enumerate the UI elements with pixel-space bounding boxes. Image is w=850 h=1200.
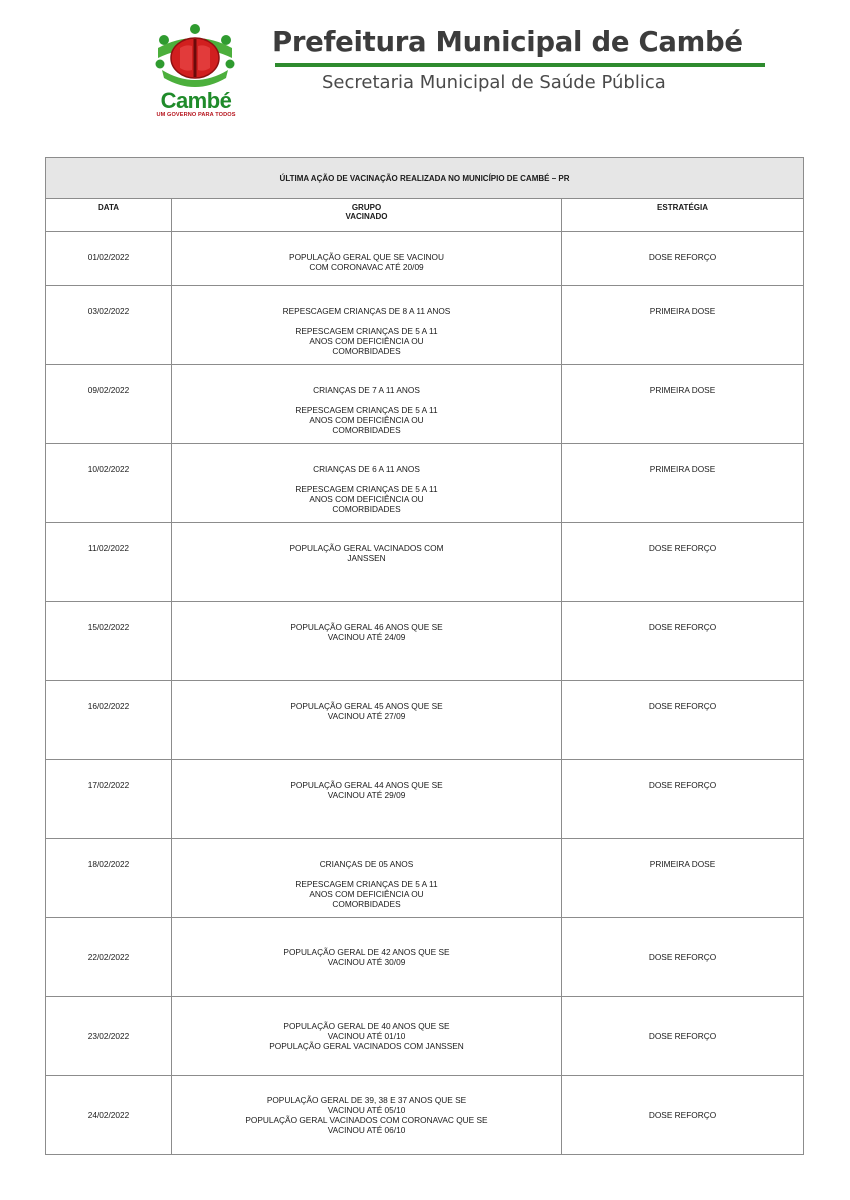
table-row	[46, 997, 804, 1076]
group-cell	[172, 523, 562, 602]
page-header	[0, 0, 850, 130]
table-row	[46, 286, 804, 365]
column-header-group-line2: VACINADO	[345, 212, 388, 221]
column-header-date: DATA	[46, 199, 172, 232]
group-line: POPULAÇÃO GERAL VACINADOS COM JANSSEN	[269, 1041, 464, 1051]
group-line: COM CORONAVAC ATÉ 20/09	[309, 262, 424, 272]
table-row	[46, 681, 804, 760]
group-line: POPULAÇÃO GERAL DE 42 ANOS QUE SE	[283, 947, 450, 957]
group-cell	[172, 286, 562, 365]
group-primary	[172, 859, 561, 869]
group-line: REPESCAGEM CRIANÇAS DE 8 A 11 ANOS	[282, 306, 451, 316]
group-secondary	[172, 484, 561, 514]
group-primary	[172, 622, 561, 642]
table-row	[46, 365, 804, 444]
strategy-cell: DOSE REFORÇO	[562, 760, 804, 839]
group-primary	[172, 1095, 561, 1135]
date-cell: 22/02/2022	[46, 918, 172, 997]
group-line: POPULAÇÃO GERAL VACINADOS COM CORONAVAC QUE SE	[245, 1115, 488, 1125]
table-row	[46, 760, 804, 839]
table-row	[46, 232, 804, 286]
group-line: VACINOU ATÉ 29/09	[327, 790, 406, 800]
date-cell: 11/02/2022	[46, 523, 172, 602]
group-cell	[172, 681, 562, 760]
strategy-cell: PRIMEIRA DOSE	[562, 444, 804, 523]
strategy-cell: PRIMEIRA DOSE	[562, 365, 804, 444]
table-row	[46, 1076, 804, 1155]
group-line: POPULAÇÃO GERAL QUE SE VACINOU	[289, 252, 444, 262]
group-line: COMORBIDADES	[332, 425, 401, 435]
table-caption-row	[46, 158, 804, 199]
strategy-cell: PRIMEIRA DOSE	[562, 286, 804, 365]
group-cell	[172, 918, 562, 997]
group-line: VACINOU ATÉ 27/09	[327, 711, 406, 721]
table-row	[46, 523, 804, 602]
strategy-cell: DOSE REFORÇO	[562, 918, 804, 997]
group-line: COMORBIDADES	[332, 899, 401, 909]
strategy-cell: DOSE REFORÇO	[562, 1076, 804, 1155]
group-secondary	[172, 326, 561, 356]
table-header-row	[46, 199, 804, 232]
group-primary	[172, 464, 561, 474]
group-line: ANOS COM DEFICIÊNCIA OU	[309, 889, 424, 899]
group-line: VACINOU ATÉ 24/09	[327, 632, 406, 642]
group-cell	[172, 839, 562, 918]
group-line: POPULAÇÃO GERAL 44 ANOS QUE SE	[290, 780, 443, 790]
group-line: REPESCAGEM CRIANÇAS DE 5 A 11	[295, 405, 438, 415]
group-cell	[172, 602, 562, 681]
column-header-strategy: ESTRATÉGIA	[562, 199, 804, 232]
group-line: CRIANÇAS DE 05 ANOS	[319, 859, 414, 869]
group-primary	[172, 947, 561, 967]
group-line: CRIANÇAS DE 7 A 11 ANOS	[313, 385, 420, 395]
group-line: COMORBIDADES	[332, 346, 401, 356]
logo-tagline: UM GOVERNO PARA TODOS	[156, 112, 236, 118]
group-line: ANOS COM DEFICIÊNCIA OU	[309, 494, 424, 504]
group-primary	[172, 1021, 561, 1051]
cambe-logo	[140, 18, 250, 122]
group-cell	[172, 232, 562, 286]
table-caption: ÚLTIMA AÇÃO DE VACINAÇÃO REALIZADA NO MUNICÍPIO DE CAMBÉ – PR	[46, 158, 804, 199]
group-secondary	[172, 879, 561, 909]
group-cell	[172, 365, 562, 444]
group-line: REPESCAGEM CRIANÇAS DE 5 A 11	[295, 326, 438, 336]
table-row	[46, 444, 804, 523]
date-cell: 24/02/2022	[46, 1076, 172, 1155]
page-title: Prefeitura Municipal de Cambé	[272, 26, 743, 58]
group-primary	[172, 252, 561, 272]
strategy-cell: DOSE REFORÇO	[562, 602, 804, 681]
group-line: VACINOU ATÉ 06/10	[327, 1125, 406, 1135]
group-line: VACINOU ATÉ 30/09	[327, 957, 406, 967]
group-line: COMORBIDADES	[332, 504, 401, 514]
header-divider	[275, 63, 765, 67]
group-line: REPESCAGEM CRIANÇAS DE 5 A 11	[295, 879, 438, 889]
date-cell: 23/02/2022	[46, 997, 172, 1076]
date-cell: 03/02/2022	[46, 286, 172, 365]
column-header-group	[172, 199, 562, 232]
group-cell	[172, 760, 562, 839]
group-secondary	[172, 405, 561, 435]
group-line: VACINOU ATÉ 01/10	[327, 1031, 406, 1041]
group-line: POPULAÇÃO GERAL 45 ANOS QUE SE	[290, 701, 443, 711]
table-row	[46, 918, 804, 997]
group-primary	[172, 306, 561, 316]
date-cell: 09/02/2022	[46, 365, 172, 444]
strategy-cell: DOSE REFORÇO	[562, 681, 804, 760]
page-subtitle: Secretaria Municipal de Saúde Pública	[322, 72, 666, 93]
group-line: CRIANÇAS DE 6 A 11 ANOS	[313, 464, 420, 474]
group-primary	[172, 385, 561, 395]
strategy-cell: PRIMEIRA DOSE	[562, 839, 804, 918]
date-cell: 17/02/2022	[46, 760, 172, 839]
date-cell: 15/02/2022	[46, 602, 172, 681]
group-line: REPESCAGEM CRIANÇAS DE 5 A 11	[295, 484, 438, 494]
strategy-cell: DOSE REFORÇO	[562, 523, 804, 602]
column-header-group-line1: GRUPO	[351, 203, 382, 212]
vaccination-table	[45, 157, 804, 1155]
group-line: VACINOU ATÉ 05/10	[327, 1105, 406, 1115]
group-line: ANOS COM DEFICIÊNCIA OU	[309, 336, 424, 346]
group-cell	[172, 444, 562, 523]
date-cell: 01/02/2022	[46, 232, 172, 286]
group-line: JANSSEN	[347, 553, 386, 563]
table-row	[46, 839, 804, 918]
group-line: POPULAÇÃO GERAL VACINADOS COM	[289, 543, 444, 553]
group-cell	[172, 997, 562, 1076]
group-line: POPULAÇÃO GERAL 46 ANOS QUE SE	[290, 622, 443, 632]
group-cell	[172, 1076, 562, 1155]
date-cell: 10/02/2022	[46, 444, 172, 523]
group-primary	[172, 543, 561, 563]
strategy-cell: DOSE REFORÇO	[562, 232, 804, 286]
table-row	[46, 602, 804, 681]
group-line: ANOS COM DEFICIÊNCIA OU	[309, 415, 424, 425]
group-primary	[172, 780, 561, 800]
date-cell: 18/02/2022	[46, 839, 172, 918]
group-primary	[172, 701, 561, 721]
vaccination-table-container	[45, 157, 803, 1155]
date-cell: 16/02/2022	[46, 681, 172, 760]
logo-wordmark: Cambé	[160, 88, 232, 113]
group-line: POPULAÇÃO GERAL DE 39, 38 E 37 ANOS QUE SE	[266, 1095, 467, 1105]
strategy-cell: DOSE REFORÇO	[562, 997, 804, 1076]
group-line: POPULAÇÃO GERAL DE 40 ANOS QUE SE	[283, 1021, 450, 1031]
